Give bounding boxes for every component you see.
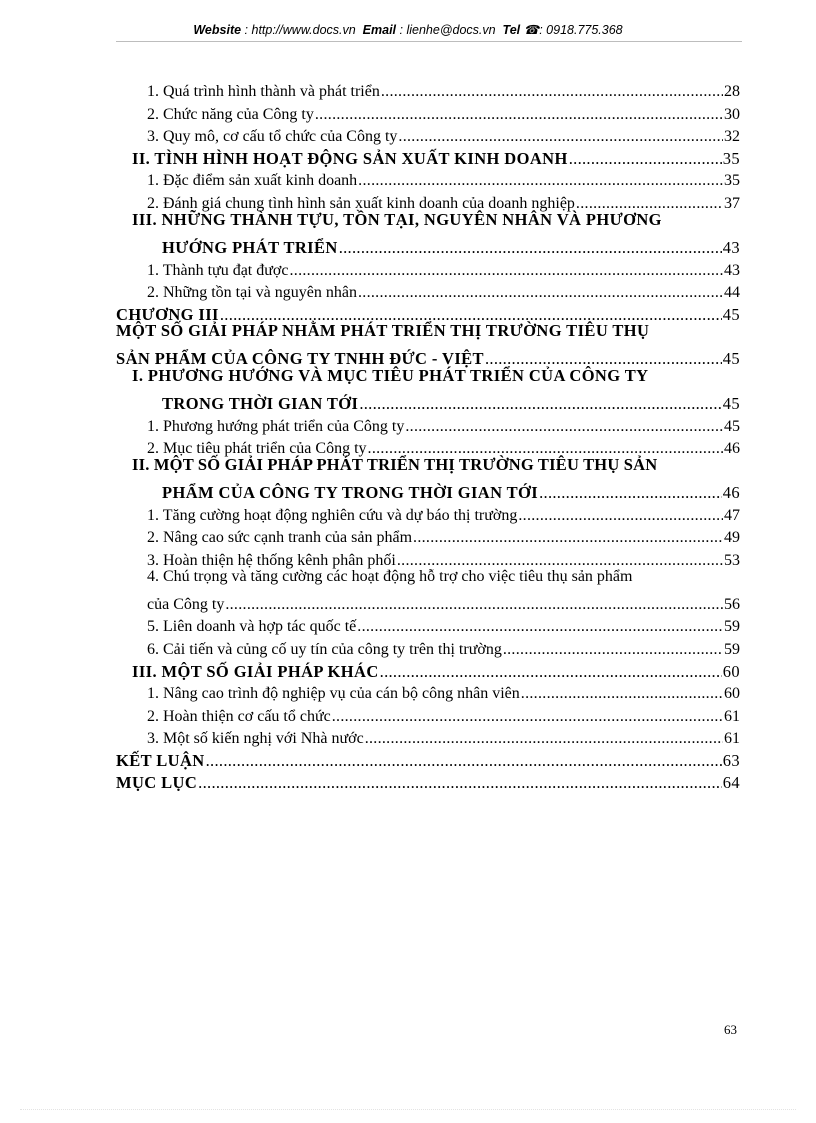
toc-section-entry: II. TÌNH HÌNH HOẠT ĐỘNG SẢN XUẤT KINH DOANH ..... 35 <box>116 145 740 167</box>
phone-icon: ☎ <box>523 23 540 37</box>
page-number: 63 <box>724 1022 737 1037</box>
toc-section-entry: I. PHƯƠNG HƯỚNG VÀ MỤC TIÊU PHÁT TRIỂN CỦA CÔNG TY <box>132 365 649 385</box>
toc-entry: 1. Phương hướng phát triển của Công ty ..... 45 <box>116 412 740 434</box>
toc-entry: 1. Nâng cao trình độ nghiệp vụ của cán bộ công nhân viên ..... 60 <box>116 680 740 702</box>
email-label: Email <box>362 23 397 37</box>
website-label: Website <box>193 23 242 37</box>
table-of-contents <box>116 78 740 792</box>
toc-chapter-title: MỘT SỐ GIẢI PHÁP NHẰM PHÁT TRIỂN THỊ TRƯỜNG TIÊU THỤ <box>116 321 650 341</box>
toc-section-entry-continued: TRONG THỜI GIAN TỚI ..... 45 <box>116 390 740 412</box>
toc-entry: 5. Liên doanh và hợp tác quốc tế ..... 59 <box>116 613 740 635</box>
header-divider <box>116 41 742 42</box>
toc-chapter-title-continued: SẢN PHẨM CỦA CÔNG TY TNHH ĐỨC - VIỆT ..... 45 <box>116 346 740 368</box>
toc-entry: 2. Chức năng của Công ty ..... 30 <box>116 100 740 122</box>
tel-label: Tel <box>502 23 521 37</box>
footer-divider <box>20 1109 796 1110</box>
toc-entry: 3. Hoàn thiện hệ thống kênh phân phối ..... 53 <box>116 546 740 568</box>
toc-entry: 1. Tăng cường hoạt động nghiên cứu và dự báo thị trường ..... 47 <box>116 502 740 524</box>
toc-entry: 2. Những tồn tại và nguyên nhân ..... 44 <box>116 279 740 301</box>
toc-entry: 3. Một số kiến nghị với Nhà nước ..... 61 <box>116 725 740 747</box>
toc-section-entry: II. MỘT SỐ GIẢI PHÁP PHÁT TRIỂN THỊ TRƯỜNG TIÊU THỤ SẢN <box>132 455 658 475</box>
toc-entry: 6. Cải tiến và củng cố uy tín của công ty trên thị trường ..... 59 <box>116 635 740 657</box>
website-value: : http://www.docs.vn <box>244 23 356 37</box>
toc-entry: 2. Nâng cao sức cạnh tranh của sản phẩm ..... 49 <box>116 524 740 546</box>
toc-section-entry: III. MỘT SỐ GIẢI PHÁP KHÁC ..... 60 <box>116 658 740 680</box>
toc-chapter-entry: CHƯƠNG III ..... 45 <box>116 301 740 323</box>
toc-section-entry-continued: HƯỚNG PHÁT TRIỂN ..... 43 <box>116 234 740 256</box>
toc-chapter-entry: KẾT LUẬN ..... 63 <box>116 747 740 769</box>
toc-section-entry-continued: PHẨM CỦA CÔNG TY TRONG THỜI GIAN TỚI ..... 46 <box>116 479 740 501</box>
toc-entry: 1. Thành tựu đạt được ..... 43 <box>116 256 740 278</box>
toc-chapter-entry: MỤC LỤC ..... 64 <box>116 769 740 791</box>
toc-entry: 4. Chú trọng và tăng cường các hoạt động hỗ trợ cho việc tiêu thụ sản phẩm <box>147 567 633 585</box>
toc-entry-continued: của Công ty ..... 56 <box>116 591 740 613</box>
toc-entry: 3. Quy mô, cơ cấu tổ chức của Công ty ..... 32 <box>116 123 740 145</box>
toc-entry: 1. Đặc điểm sản xuất kinh doanh ..... 35 <box>116 167 740 189</box>
toc-entry: 2. Đánh giá chung tình hình sản xuất kinh doanh của doanh nghiệp ..... 37 <box>116 189 740 211</box>
toc-entry: 1. Quá trình hình thành và phát triển ..... 28 <box>116 78 740 100</box>
page-header <box>0 22 816 37</box>
toc-entry: 2. Hoàn thiện cơ cấu tổ chức ..... 61 <box>116 702 740 724</box>
toc-section-entry: III. NHỮNG THÀNH TỰU, TỒN TẠI, NGUYÊN NHÂN VÀ PHƯƠNG <box>132 209 662 229</box>
tel-value: : 0918.775.368 <box>539 23 623 37</box>
toc-entry: 2. Mục tiêu phát triển của Công ty ..... 46 <box>116 435 740 457</box>
email-value: : lienhe@docs.vn <box>399 23 496 37</box>
